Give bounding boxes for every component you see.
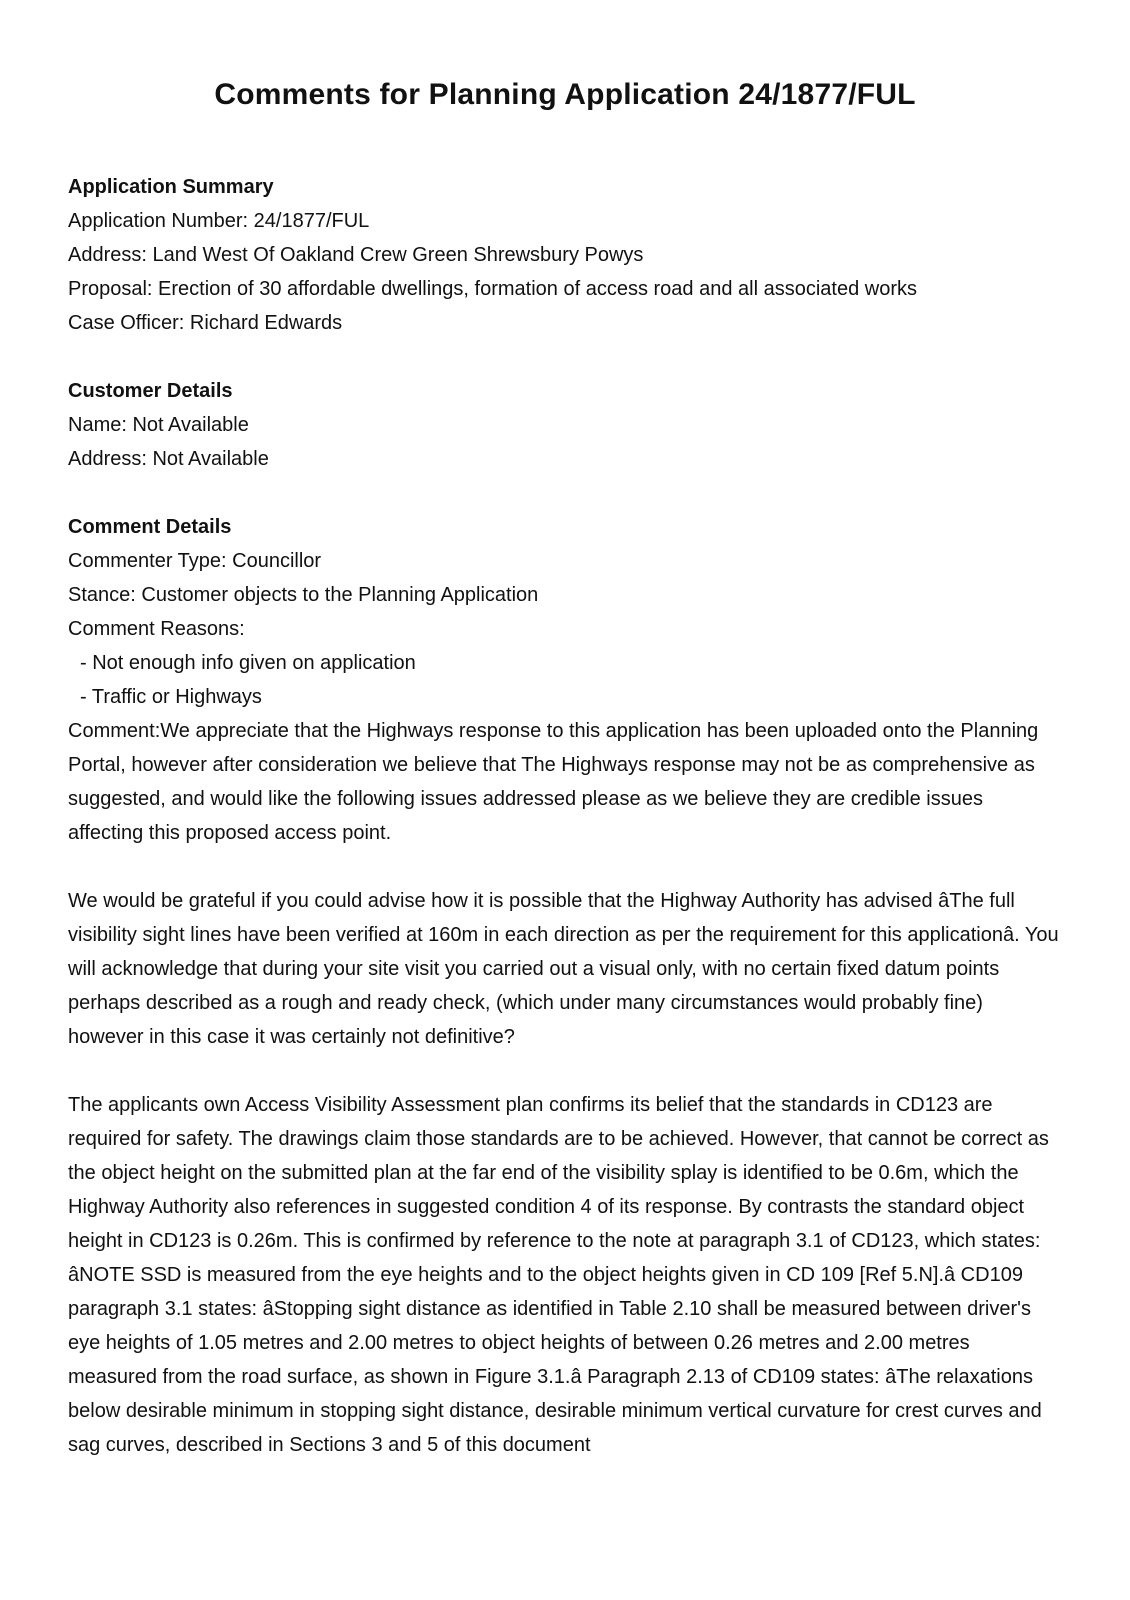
page-title: Comments for Planning Application 24/1877/FUL: [214, 78, 916, 111]
comment-paragraph: We would be grateful if you could advise how it is possible that the Highway Authority has advised âThe full visibility sight lines have been verified at 160m in each direction as per the requirement for this applicationâ. You will acknowledge that during your site visit you carried out a visual only, with no certain fixed datum points perhaps described as a rough and ready check, (which under many circumstances would probably fine) however in this case it was certainly not definitive?: [68, 890, 1059, 1048]
comment-paragraph: Comment:We appreciate that the Highways response to this application has been uploaded onto the Planning Portal, however after consideration we believe that The Highways response may not be as comprehensive as suggested, and would like the following issues addressed please as we believe they are credible issues affecting this proposed access point.: [68, 720, 1039, 844]
application-summary-heading: Application Summary: [68, 176, 274, 198]
comment-reason-item: - Not enough info given on application: [80, 652, 416, 674]
comment-details-heading: Comment Details: [68, 516, 232, 538]
stance-line: Stance: Customer objects to the Planning Application: [68, 584, 539, 606]
customer-details-heading: Customer Details: [68, 380, 233, 402]
section-customer-details: [68, 374, 1062, 476]
customer-name-line: Name: Not Available: [68, 414, 249, 436]
application-number-line: Application Number: 24/1877/FUL: [68, 210, 370, 232]
comment-paragraph: The applicants own Access Visibility Assessment plan confirms its belief that the standards in CD123 are required for safety. The drawings claim those standards are to be achieved. However, that cannot be correct as the object height on the submitted plan at the far end of the visibility splay is identified to be 0.6m, which the Highway Authority also references in suggested condition 4 of its response. By contrasts the standard object height in CD123 is 0.26m. This is confirmed by reference to the note at paragraph 3.1 of CD123, which states: âNOTE SSD is measured from the eye heights and to the object heights given in CD 109 [Ref 5.N].â CD109 paragraph 3.1 states: âStopping sight distance as identified in Table 2.10 shall be measured between driver's eye heights of 1.05 metres and 2.00 metres to object heights of between 0.26 metres and 2.00 metres measured from the road surface, as shown in Figure 3.1.â Paragraph 2.13 of CD109 states: âThe relaxations below desirable minimum in stopping sight distance, desirable minimum vertical curvature for crest curves and sag curves, described in Sections 3 and 5 of this document: [68, 1094, 1049, 1456]
commenter-type-line: Commenter Type: Councillor: [68, 550, 322, 572]
comment-reason-item: - Traffic or Highways: [80, 686, 262, 708]
comment-reasons-label: Comment Reasons:: [68, 618, 245, 640]
application-proposal-line: Proposal: Erection of 30 affordable dwellings, formation of access road and all associated works: [68, 278, 917, 300]
section-application-summary: [68, 170, 1062, 340]
case-officer-line: Case Officer: Richard Edwards: [68, 312, 343, 334]
application-address-line: Address: Land West Of Oakland Crew Green Shrewsbury Powys: [68, 244, 644, 266]
section-comment-details: [68, 510, 1062, 1462]
customer-address-line: Address: Not Available: [68, 448, 269, 470]
